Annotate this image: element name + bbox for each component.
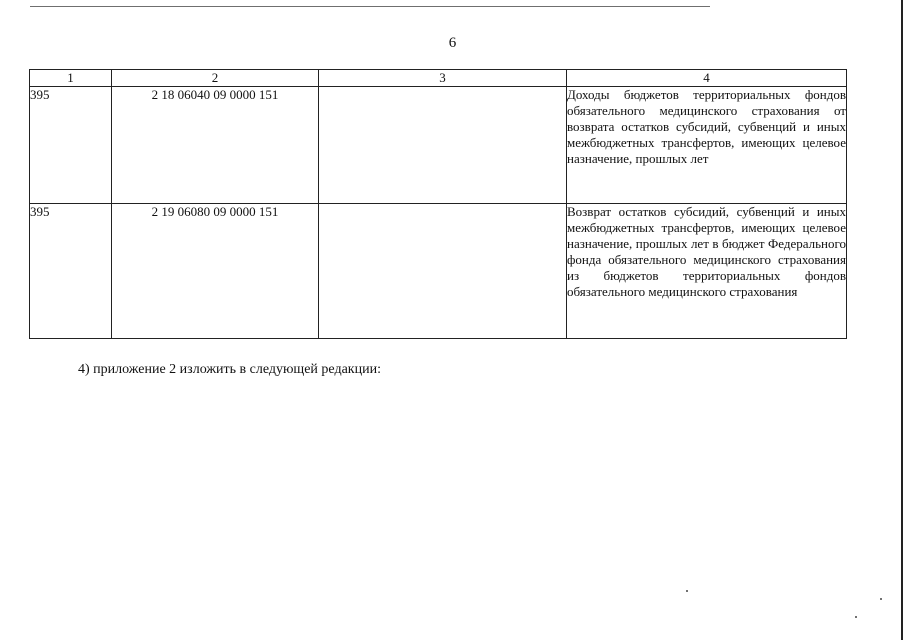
description-cell: Возврат остатков субсидий, субвенций и иных межбюджетных трансфертов, имеющих целевое назначение, прошлых лет в бюджет Федерального фонда обязательного медицинского страхования из бюджетов территориальных фондов обязательного медицинского страхования: [567, 204, 847, 339]
empty-cell: [319, 87, 567, 204]
column-header-3: 3: [319, 70, 567, 87]
scan-speck: [855, 616, 857, 618]
page-number: 6: [448, 35, 457, 51]
empty-cell: [319, 204, 567, 339]
table-row: [30, 204, 847, 339]
budget-code-cell: 2 18 06040 09 0000 151: [112, 87, 319, 204]
scan-top-rule: [30, 6, 710, 7]
table-row: [30, 87, 847, 204]
admin-code-cell: 395: [30, 87, 112, 204]
scan-speck: [686, 590, 688, 592]
column-header-1: 1: [30, 70, 112, 87]
column-header-2: 2: [112, 70, 319, 87]
scan-right-edge: [901, 0, 903, 640]
description-cell: Доходы бюджетов территориальных фондов обязательного медицинского страхования от возврата остатков субсидий, субвенций и иных межбюджетных трансфертов, имеющих целевое назначение, прошлых лет: [567, 87, 847, 204]
amendment-note: 4) приложение 2 изложить в следующей редакции:: [78, 362, 381, 377]
column-header-4: 4: [567, 70, 847, 87]
scan-speck: [880, 598, 882, 600]
table-header-row: [30, 70, 847, 87]
budget-codes-table: [29, 69, 847, 339]
budget-code-cell: 2 19 06080 09 0000 151: [112, 204, 319, 339]
admin-code-cell: 395: [30, 204, 112, 339]
